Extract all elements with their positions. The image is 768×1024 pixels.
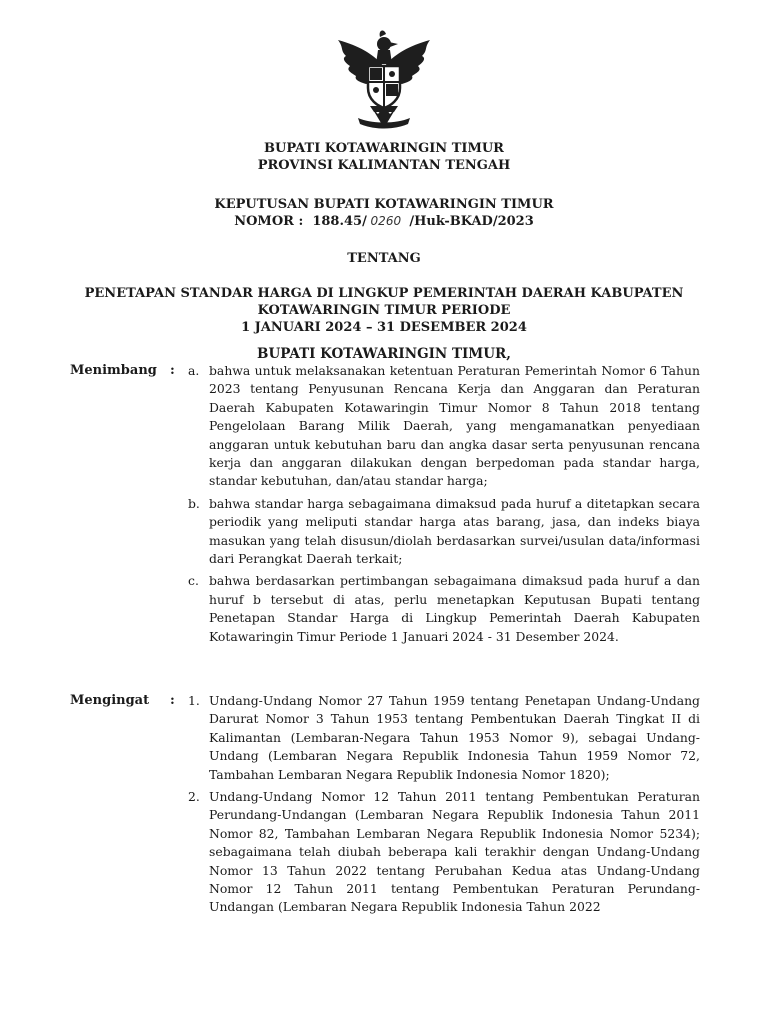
decree-header xyxy=(0,196,768,230)
item-marker: a. xyxy=(188,363,200,378)
decree-number-handwritten: 0260 xyxy=(370,214,402,228)
garuda-emblem-icon xyxy=(332,24,436,134)
mengingat-list xyxy=(188,692,700,921)
item-marker: 2. xyxy=(188,789,200,805)
item-text: Undang-Undang Nomor 12 Tahun 2011 tentang Pembentukan Peraturan Perundang-Undangan (Lembaran Negara Republik Indonesia Tahun 2011 Nomor 82, Tambahan Lembaran Negara Republik Indonesia Nomor 5234); sebagaimana telah diubah beberapa kali terakhir dengan Undang-Undang Nomor 13 Tahun 2022 tentang Perubahan Kedua atas Undang-Undang Nomor 12 Tahun 2011 tentang Pembentukan Peraturan Perundang-Undangan (Lembaran Negara Republik Indonesia Tahun 2022 xyxy=(209,789,700,915)
menimbang-list xyxy=(188,362,700,650)
menimbang-item xyxy=(188,572,700,646)
item-marker: b. xyxy=(188,495,200,511)
regent-header xyxy=(0,140,768,174)
mengingat-item xyxy=(188,692,700,784)
subject-line-3: 1 JANUARI 2024 – 31 DESEMBER 2024 xyxy=(241,320,527,335)
item-text: Undang-Undang Nomor 27 Tahun 1959 tentang Penetapan Undang-Undang Darurat Nomor 3 Tahun 1953 tentang Pembentukan Daerah Tingkat II di Kalimantan (Lembaran-Negara Tahun 1953 Nomor 9), sebagai Undang-Undang (Lembaran Negara Republik Indonesia Tahun 1959 Nomor 72, Tambahan Lembaran Negara Republik Indonesia Nomor 1820); xyxy=(209,693,700,782)
menimbang-item xyxy=(188,362,700,491)
decree-title: KEPUTUSAN BUPATI KOTAWARINGIN TIMUR xyxy=(214,197,554,212)
header-line-1: BUPATI KOTAWARINGIN TIMUR xyxy=(264,141,504,156)
mengingat-colon: : xyxy=(170,693,175,708)
mengingat-label: Mengingat xyxy=(70,693,150,708)
decree-number-prefix: NOMOR : 188.45/ xyxy=(234,214,367,229)
menimbang-item xyxy=(188,495,700,569)
item-text: bahwa untuk melaksanakan ketentuan Peraturan Pemerintah Nomor 6 Tahun 2023 tentang Penyusunan Rencana Kerja dan Anggaran dan Peraturan Daerah Kabupaten Kotawaringin Timur Nomor 8 Tahun 2018 tentang Pengelolaan Barang Milik Daerah, yang mengamanatkan penyediaan anggaran untuk kebutuhan baru dan angka dasar serta penyusunan rencana kerja dan anggaran dilakukan dengan berpedoman pada standar harga, standar kebutuhan, dan/atau standar harga; xyxy=(209,363,700,489)
decree-number-suffix: /Huk-BKAD/2023 xyxy=(404,214,534,229)
item-text: bahwa berdasarkan pertimbangan sebagaimana dimaksud pada huruf a dan huruf b tersebut di atas, perlu menetapkan Keputusan Bupati tentang Penetapan Standar Harga di Lingkup Pemerintah Daerah Kabupaten Kotawaringin Timur Periode 1 Januari 2024 - 31 Desember 2024. xyxy=(209,573,700,644)
menimbang-label: Menimbang xyxy=(70,363,157,378)
item-marker: c. xyxy=(188,573,199,589)
decree-number xyxy=(0,213,768,230)
tentang-heading: TENTANG xyxy=(347,251,421,266)
subject-line-2: KOTAWARINGIN TIMUR PERIODE xyxy=(257,303,511,318)
decree-subject xyxy=(0,285,768,336)
menimbang-colon: : xyxy=(170,363,175,378)
item-marker: 1. xyxy=(188,693,200,708)
issuer-line: BUPATI KOTAWARINGIN TIMUR, xyxy=(257,346,511,362)
mengingat-item xyxy=(188,788,700,917)
header-line-2: PROVINSI KALIMANTAN TENGAH xyxy=(257,158,511,173)
item-text: bahwa standar harga sebagaimana dimaksud pada huruf a ditetapkan secara periodik yang meliputi standar harga atas barang, jasa, dan indeks biaya masukan yang telah disusun/diolah berdasarkan survei/usulan data/informasi dari Perangkat Daerah terkait; xyxy=(209,495,700,567)
subject-line-1: PENETAPAN STANDAR HARGA DI LINGKUP PEMERINTAH DAERAH KABUPATEN xyxy=(84,286,684,301)
